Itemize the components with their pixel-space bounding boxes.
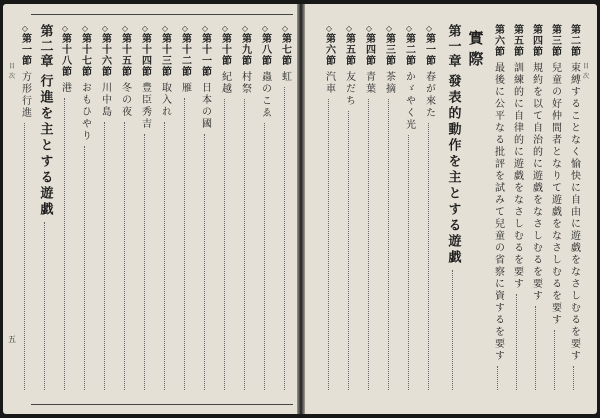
running-head: 目次: [582, 63, 589, 80]
toc-entry: ◇ 第五節 友だち: [341, 24, 357, 408]
toc-entry: ◇ 第十八節 港: [57, 24, 73, 408]
book-gutter: [297, 4, 305, 414]
toc-entry: ◇ 第十四節 豊臣秀吉: [137, 24, 153, 408]
toc-entry: ◇ 第十節 紀越: [217, 24, 233, 408]
toc-entry: ◇ 第十五節 冬の夜: [117, 24, 133, 408]
top-rule: [31, 14, 293, 15]
chapter-heading: 第二章 行進を主とする遊戯: [35, 24, 55, 408]
toc-entry: ◇ 第四節 青葉: [361, 24, 377, 408]
right-page: [303, 4, 597, 414]
toc-entry: ◇ 第一節 方形行進: [17, 24, 33, 408]
toc-entry: ◇ 第二節 かゞやく光: [401, 24, 417, 408]
part-heading: 實際: [466, 30, 485, 72]
toc-entry: ◇ 第十一節 日本の國: [197, 24, 213, 408]
toc-entry: 第三節 兒童の好仲間者となりて遊戯をなさしむるを要す: [548, 24, 562, 408]
toc-entry: ◇ 第八節 蟲のこゑ: [257, 24, 273, 408]
toc-entry: 第四節 規約を以て自治的に遊戯をなさしむるを要す: [529, 24, 543, 408]
toc-entry: ◇ 第十三節 取入れ: [157, 24, 173, 408]
toc-entry: 第六節 最後に公平なる批評を試みて兒童の省察に資するを要す: [491, 24, 505, 408]
left-page: [3, 4, 299, 414]
page-number: 五: [8, 335, 16, 344]
toc-entry: ◇ 第十六節 川中島: [97, 24, 113, 408]
toc-entry: ◇ 第十二節 雁: [177, 24, 193, 408]
running-head: 目次: [8, 63, 15, 80]
toc-entry: ◇ 第七節 虹: [277, 24, 293, 408]
toc-entry: 第五節 訓練的に自律的に遊戯をなさしむるを要す: [510, 24, 524, 408]
toc-entry: ◇ 第六節 汽車: [321, 24, 337, 408]
toc-entry: ◇ 第十七節 おもひやり: [77, 24, 93, 408]
toc-entry: 第二節 束縛することなく愉快に自由に遊戯をなさしむるを要す: [567, 24, 581, 408]
toc-entry: ◇ 第三節 茶摘: [381, 24, 397, 408]
toc-entry: ◇ 第一節 春が來た: [421, 24, 437, 408]
chapter-heading: 第一章 發表的動作を主とする遊戯: [443, 24, 463, 408]
toc-entry: ◇ 第九節 村祭: [237, 24, 253, 408]
